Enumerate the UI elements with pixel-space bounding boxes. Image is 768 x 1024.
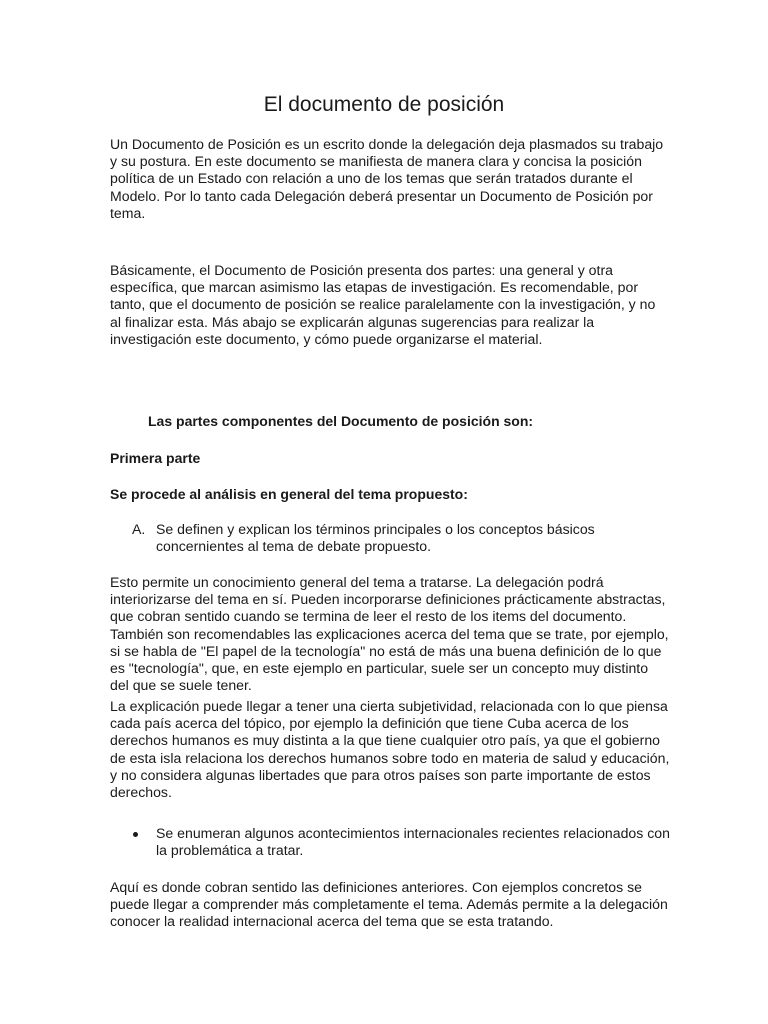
list-marker: A. <box>132 521 146 537</box>
paragraph-general-knowledge: Esto permite un conocimiento general del tema a tratarse. La delegación podrá interiorizarse del tema en sí. Pueden incorporarse definiciones prácticamente abstractas, que cobran sentido cuando se termina de leer el resto de los items del documento. También son recomendables las explicaciones acerca del tema que se trate, por ejemplo, si se habla de "El papel de la tecnología" no está de más una buena definición de lo que es "tecnología", que, en este ejemplo en particular, suele ser un concepto muy distinto del que se suele tener. <box>110 574 669 694</box>
list-item-text: Se definen y explican los términos principales o los conceptos básicos concernientes al tema de debate propuesto. <box>156 521 595 555</box>
paragraph-subjectivity: La explicación puede llegar a tener una cierta subjetividad, relacionada con lo que piensa cada país acerca del tópico, por ejemplo la definición que tiene Cuba acerca de los derechos humanos es muy distinta a la que tiene cualquier otro país, ya que el gobierno de esta isla relaciona los derechos humanos sobre todo en materia de salud y educación, y no considera algunas libertades que para otros países son parte importante de estos derechos. <box>110 698 670 801</box>
paragraph-basics: Básicamente, el Documento de Posición presenta dos partes: una general y otra específica, que marcan asimismo las etapas de investigación. Es recomendable, por tanto, que el documento de posición se realice paralelamente con la investigación, y no al finalizar esta. Más abajo se explicarán algunas sugerencias para realizar la investigación este documento, y cómo puede organizarse el material. <box>110 262 656 347</box>
list-item-a <box>110 521 670 557</box>
first-part-heading: Primera parte <box>110 450 201 466</box>
bullet-icon <box>133 832 138 837</box>
paragraph-intro: Un Documento de Posición es un escrito donde la delegación deja plasmados su trabajo y su postura. En este documento se manifiesta de manera clara y concisa la posición política de un Estado con relación a uno de los temas que serán tratados durante el Modelo. Por lo tanto cada Delegación deberá presentar un Documento de Posición por tema. <box>110 136 664 221</box>
procedure-heading: Se procede al análisis en general del tema propuesto: <box>110 486 468 502</box>
document-title: El documento de posición <box>263 93 505 116</box>
components-heading: Las partes componentes del Documento de posición son: <box>148 413 534 429</box>
list-item-bullet <box>110 825 670 861</box>
list-item-text: Se enumeran algunos acontecimientos internacionales recientes relacionados con la problemática a tratar. <box>156 825 670 859</box>
paragraph-definitions: Aquí es donde cobran sentido las definiciones anteriores. Con ejemplos concretos se puede llegar a comprender más completamente el tema. Además permite a la delegación conocer la realidad internacional acerca del tema que se esta tratando. <box>110 879 668 930</box>
